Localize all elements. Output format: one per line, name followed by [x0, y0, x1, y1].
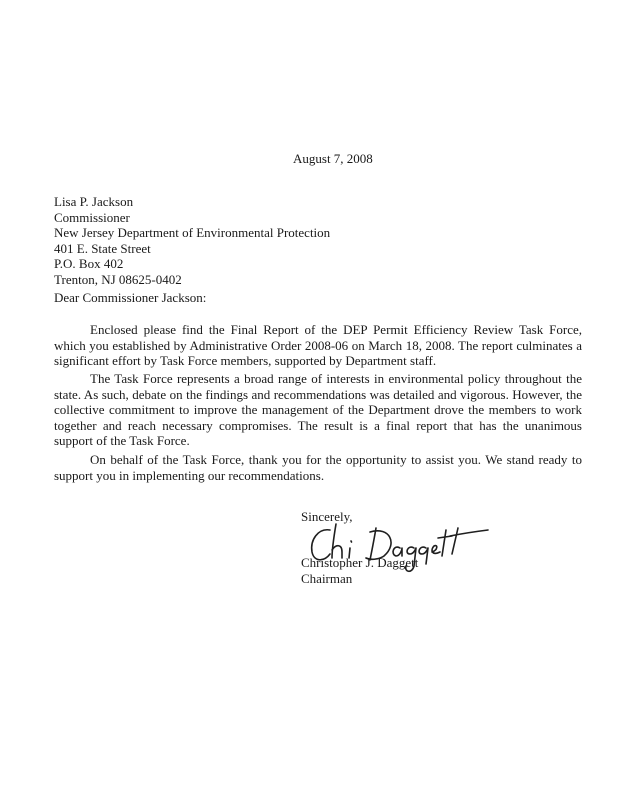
- body-paragraph: Enclosed please find the Final Report of the DEP Permit Efficiency Review Task Force, which you established by Administrative Order 2008-06 on March 18, 2008. The report culminates a significant effort by Task Force members, supported by Department staff.: [54, 322, 582, 368]
- signer-title: Chairman: [301, 571, 353, 586]
- closing: Sincerely,: [301, 509, 353, 524]
- recipient-city-state-zip: Trenton, NJ 08625-0402: [54, 271, 182, 287]
- signer-name: Christopher J. Daggett: [301, 555, 419, 570]
- recipient-name: Lisa P. Jackson: [54, 194, 134, 209]
- recipient-po-box: P.O. Box 402: [54, 256, 124, 271]
- recipient-address: [54, 194, 330, 287]
- body-paragraph: On behalf of the Task Force, thank you for the opportunity to assist you. We stand ready to support you in implementing our recommendations.: [54, 452, 582, 483]
- letter-date: August 7, 2008: [293, 151, 373, 166]
- recipient-title: Commissioner: [54, 209, 130, 225]
- recipient-street: 401 E. State Street: [54, 240, 151, 256]
- body-paragraph: The Task Force represents a broad range of interests in environmental policy throughout the state. As such, debate on the findings and recommendations was detailed and vigorous. However, the collective commitment to improve the management of the Department drove the members to work together and reach necessary compromises. The result is a final report that has the unanimous support of the Task Force.: [54, 371, 582, 448]
- recipient-organization: New Jersey Department of Environmental Protection: [54, 225, 331, 240]
- salutation: Dear Commissioner Jackson:: [54, 290, 207, 305]
